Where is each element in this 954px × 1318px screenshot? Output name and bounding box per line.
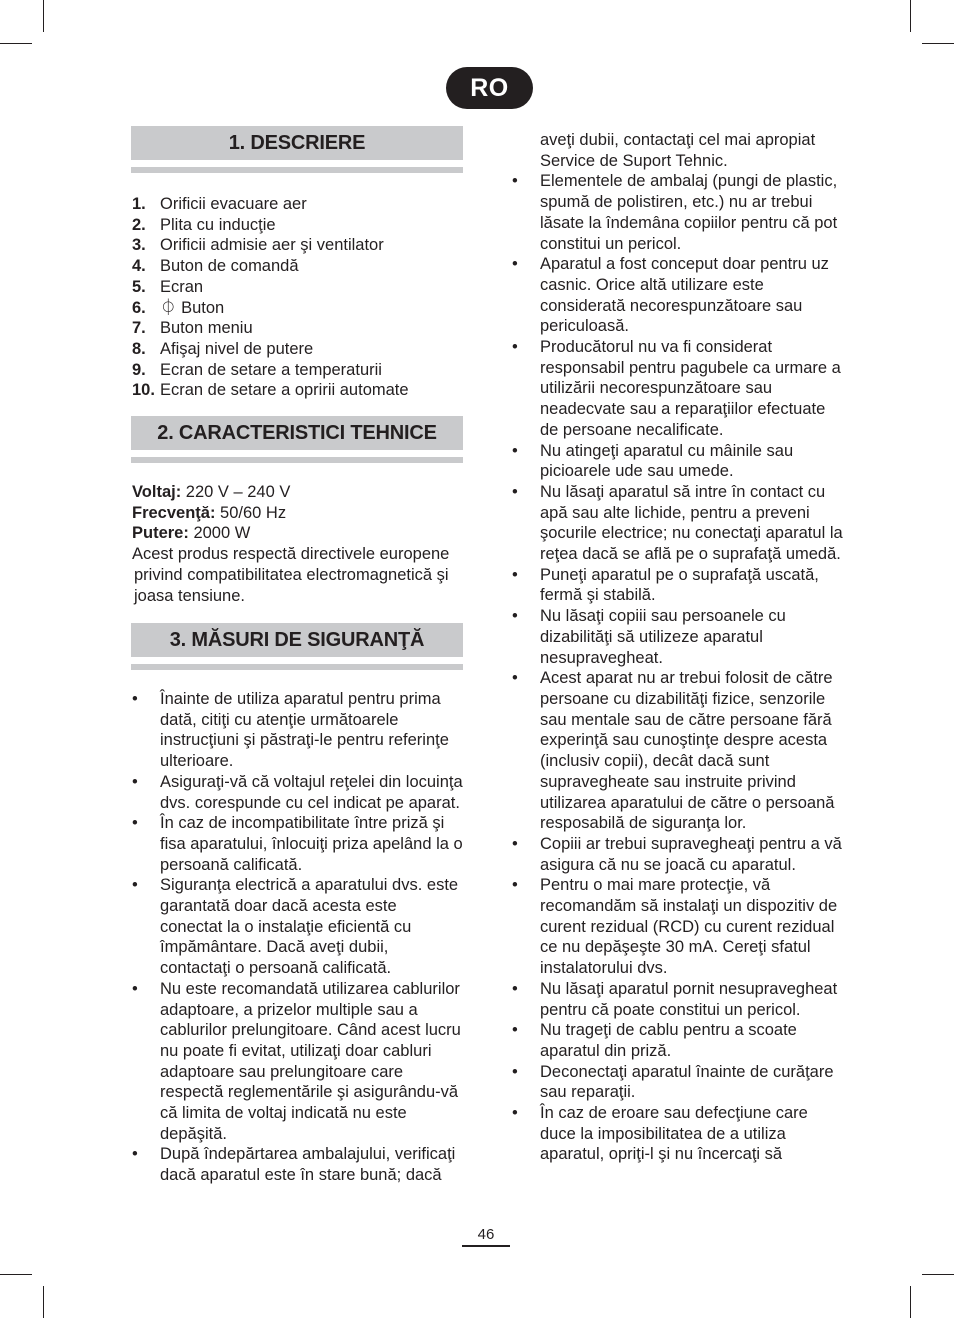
item-text: ⏀ Buton (160, 298, 225, 317)
list-item (132, 380, 463, 401)
item-number: 6. (132, 298, 146, 317)
list-item (132, 256, 463, 277)
item-number: 4. (132, 257, 146, 276)
list-item (132, 360, 463, 381)
list-item: • Nu lăsaţi aparatul să intre în contact cu apă sau alte lichide, pentru a preveni şocurile electrice; nu conectaţi aparatul la reţea dacă se află pe o suprafaţă umedă. (512, 482, 844, 565)
list-item: • Siguranţa electrică a aparatului dvs. este garantată doar dacă acesta este conectat la o instalaţie eficientă cu împământare. Dacă aveţi dubii, contactaţi o persoană calificată. (132, 875, 463, 979)
list-item: • După îndepărtarea ambalajului, verificaţi dacă aparatul este în stare bună; dacă (132, 1144, 463, 1185)
section-title-caracteristici: 2. CARACTERISTICI TEHNICE (131, 416, 463, 450)
list-item: • Asiguraţi-vă că voltajul reţelei din locuinţa dvs. corespunde cu cel indicat pe aparat. (132, 772, 463, 813)
list-item: • Aparatul a fost conceput doar pentru uz casnic. Orice altă utilizare este considerată necorespunzătoare sau periculoasă. (512, 254, 844, 337)
technical-specs (132, 482, 463, 606)
list-item (132, 235, 463, 256)
list-item (132, 277, 463, 298)
item-number: 1. (132, 195, 146, 213)
spec-note: joasa tensiune. (134, 586, 245, 605)
item-text: Plita cu inducţie (160, 215, 276, 234)
spec-frequency: Frecvenţă: 50/60 Hz (132, 503, 287, 522)
list-item: aveţi dubii, contactaţi cel mai apropiat Service de Suport Tehnic. (540, 131, 816, 170)
list-item: • Pentru o mai mare protecţie, vă recomandăm să instalaţi un dispozitiv de curent rezidual (RCD) cu curent rezidual ce nu depăşeşte 30 mA. Cereţi sfatul instalatorului dvs. (512, 875, 844, 979)
section-divider (131, 457, 463, 463)
item-text: Ecran de setare a opririi automate (160, 381, 409, 400)
item-number: 8. (132, 339, 146, 358)
list-item: • Deconectaţi aparatul înainte de curăţare sau reparaţii. (512, 1062, 844, 1103)
crop-mark (0, 1274, 32, 1275)
spec-voltage: Voltaj: 220 V – 240 V (132, 483, 291, 501)
crop-mark (43, 0, 44, 32)
spec-note: privind compatibilitatea electromagnetică şi (134, 565, 449, 584)
crop-mark (922, 43, 954, 44)
item-number: 9. (132, 360, 146, 379)
list-item (132, 194, 463, 215)
page-number-rule (462, 1245, 510, 1247)
list-item: • Nu trageţi de cablu pentru a scoate aparatul din priză. (512, 1020, 844, 1061)
section-title-descriere: 1. DESCRIERE (131, 126, 463, 160)
item-text: Orificii evacuare aer (160, 195, 307, 213)
section-divider (131, 167, 463, 173)
list-item: • Nu este recomandată utilizarea cablurilor adaptoare, a prizelor multiple sau a cablurilor prelungitoare. Când acest lucru nu poate fi evitat, utilizaţi doar cabluri adaptoare sau prelungitoare care respectă reglementările şi asigurându-vă că limita de voltaj indicată nu este depăşită. (132, 979, 463, 1145)
safety-list-right (512, 130, 844, 1165)
list-item (132, 215, 463, 236)
item-text: Ecran (160, 277, 204, 296)
list-item: • Nu lăsaţi copiii sau persoanele cu dizabilităţi să utilizeze aparatul nesupravegheat. (512, 606, 844, 668)
crop-mark (910, 1286, 911, 1318)
item-number: 5. (132, 277, 146, 296)
item-text: Ecran de setare a temperaturii (160, 360, 382, 379)
crop-mark (0, 43, 32, 44)
item-number: 2. (132, 215, 146, 234)
safety-list-left (132, 689, 463, 1186)
list-item: • Acest aparat nu ar trebui folosit de către persoane cu dizabilităţi fizice, senzorile sau mentale sau de către persoane fără experinţă sau cunoştinţe despre acesta (inclusiv copii), decât dacă sunt supravegheate sau instruite privind utilizarea aparatului de către o persoană resposabilă de siguranţa lor. (512, 668, 844, 834)
list-item (132, 339, 463, 360)
item-number: 7. (132, 319, 146, 338)
spec-note: Acest produs respectă directivele europene (132, 545, 450, 564)
item-text: Buton de comandă (160, 257, 299, 276)
section-divider (131, 664, 463, 670)
item-text: Buton meniu (160, 319, 253, 338)
item-text: Orificii admisie aer şi ventilator (160, 236, 384, 255)
section-title-masuri: 3. MĂSURI DE SIGURANŢĂ (131, 623, 463, 657)
item-text: Afişaj nivel de putere (160, 339, 314, 358)
list-item: • În caz de eroare sau defecţiune care duce la imposibilitatea de a utiliza aparatul, opriţi-l şi nu încercaţi să (512, 1103, 844, 1165)
description-list (132, 194, 463, 401)
item-number: 10. (132, 381, 155, 400)
list-item: • În caz de incompatibilitate între priză şi fisa aparatului, înlocuiţi priza apelând la o persoană calificată. (132, 813, 463, 875)
item-number: 3. (132, 236, 146, 255)
list-item: • Puneţi aparatul pe o suprafaţă uscată, fermă şi stabilă. (512, 565, 844, 606)
list-item: • Nu atingeţi aparatul cu mâinile sau picioarele ude sau umede. (512, 441, 844, 482)
crop-mark (922, 1274, 954, 1275)
list-item: • Nu lăsaţi aparatul pornit nesupravegheat pentru că poate constitui un pericol. (512, 979, 844, 1020)
list-item: • Înainte de utiliza aparatul pentru prima dată, citiţi cu atenţie următoarele instrucţiuni şi păstraţi-le pentru referinţe ulterioare. (132, 689, 463, 772)
crop-mark (43, 1286, 44, 1318)
spec-power: Putere: 2000 W (132, 524, 251, 543)
crop-mark (910, 0, 911, 32)
list-item: • Copiii ar trebui supravegheaţi pentru a vă asigura că nu se joacă cu aparatul. (512, 834, 844, 875)
list-item: • Elementele de ambalaj (pungi de plastic, spumă de polistiren, etc.) nu ar trebui lăsate la îndemâna copiilor pentru că pot constitui un pericol. (512, 171, 844, 254)
language-badge: RO (446, 67, 533, 109)
list-item (132, 318, 463, 339)
page-number: 46 (477, 1226, 495, 1243)
list-item (132, 298, 463, 319)
list-item: • Producătorul nu va fi considerat responsabil pentru pagubele ca urmare a utilizării necorespunzătoare sau neadecvate sau a reparaţiilor efectuate de persoane necalificate. (512, 337, 844, 441)
